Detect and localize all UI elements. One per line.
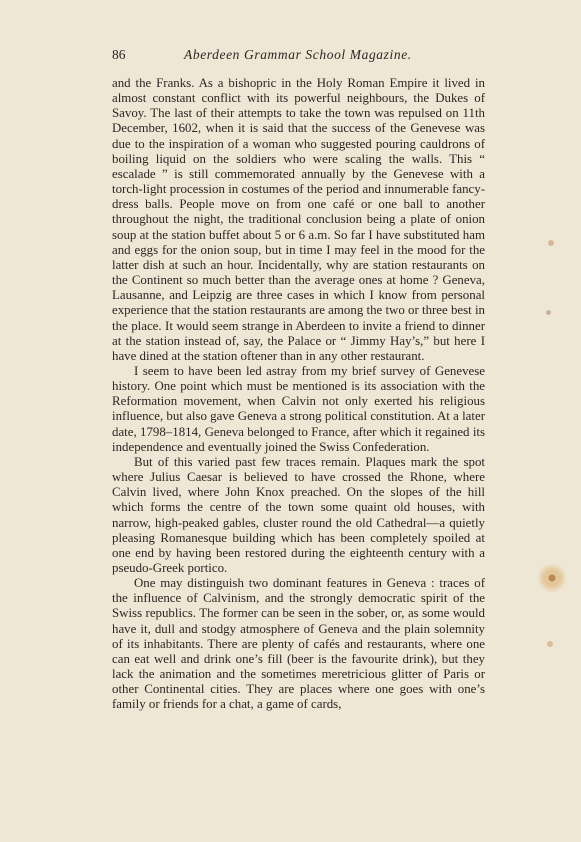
paper-stain — [548, 240, 554, 246]
paper-stain — [537, 563, 567, 593]
paper-stain — [546, 310, 551, 315]
page-number: 86 — [112, 47, 126, 62]
paragraph-2: I seem to have been led astray from my brief survey of Genevese history. One point which must be mentioned is its association with the Reformation movement, when Calvin not only exerted his religious influence, but also gave Geneva a strong political constitution. At a later date, 1798–1814, Geneva belonged to France, after which it regained its independence and eventually joined the Swiss Confederation. — [112, 363, 485, 454]
running-title: Aberdeen Grammar School Magazine. — [184, 47, 412, 62]
article-body — [112, 76, 485, 713]
paper-stain — [547, 641, 553, 647]
page-header — [112, 47, 491, 67]
paragraph-4: One may distinguish two dominant features in Geneva : traces of the influence of Calvinism, and the strongly democratic spirit of the Swiss republics. The former can be seen in the sober, or, as some would have it, dull and stodgy atmosphere of Geneva and the plain solemnity of its inhabitants. There are plenty of cafés and restaurants, where one can eat well and drink one’s fill (beer is the favourite drink), but they lack the animation and the sometimes meretricious glitter of Paris or other Continental cities. They are places where one goes with one’s family or friends for a chat, a game of cards, — [112, 576, 485, 712]
paragraph-3: But of this varied past few traces remain. Plaques mark the spot where Julius Caesar is believed to have crossed the Rhone, where Calvin lived, where John Knox preached. On the slopes of the hill which forms the centre of the town some quaint old houses, with narrow, high-peaked gables, cluster round the old Cathedral—a quietly pleasing Romanesque building which has been completely spoiled at one end by having been restored during the eighteenth century with a pseudo-Greek portico. — [112, 454, 485, 575]
paragraph-1: and the Franks. As a bishopric in the Holy Roman Empire it lived in almost constant conflict with its powerful neighbours, the Dukes of Savoy. The last of their attempts to take the town was repulsed on 11th December, 1602, when it is said that the success of the Genevese was due to the inspiration of a woman who suggested pouring cauldrons of boiling liquid on the soldiers who were scaling the walls. This “ escalade ” is still commemorated annually by the Genevese with a torch-light procession in costumes of the period and innumerable fancy-dress balls. People move on from one café or one ball to another throughout the night, the traditional conclusion being a plate of onion soup at the station buffet about 5 or 6 a.m. So far I have substituted ham and eggs for the onion soup, but in time I may feel in the mood for the latter dish at such an hour. Incidentally, why are station restaurants on the Continent so much better than the average ones at home ? Geneva, Lausanne, and Leipzig are three cases in which I know from personal experience that the station restaurants are among the two or three best in the place. It would seem strange in Aberdeen to invite a friend to dinner at the station instead of, say, the Palace or “ Jimmy Hay’s,” but here I have dined at the station oftener than in any other restaurant. — [112, 76, 485, 363]
